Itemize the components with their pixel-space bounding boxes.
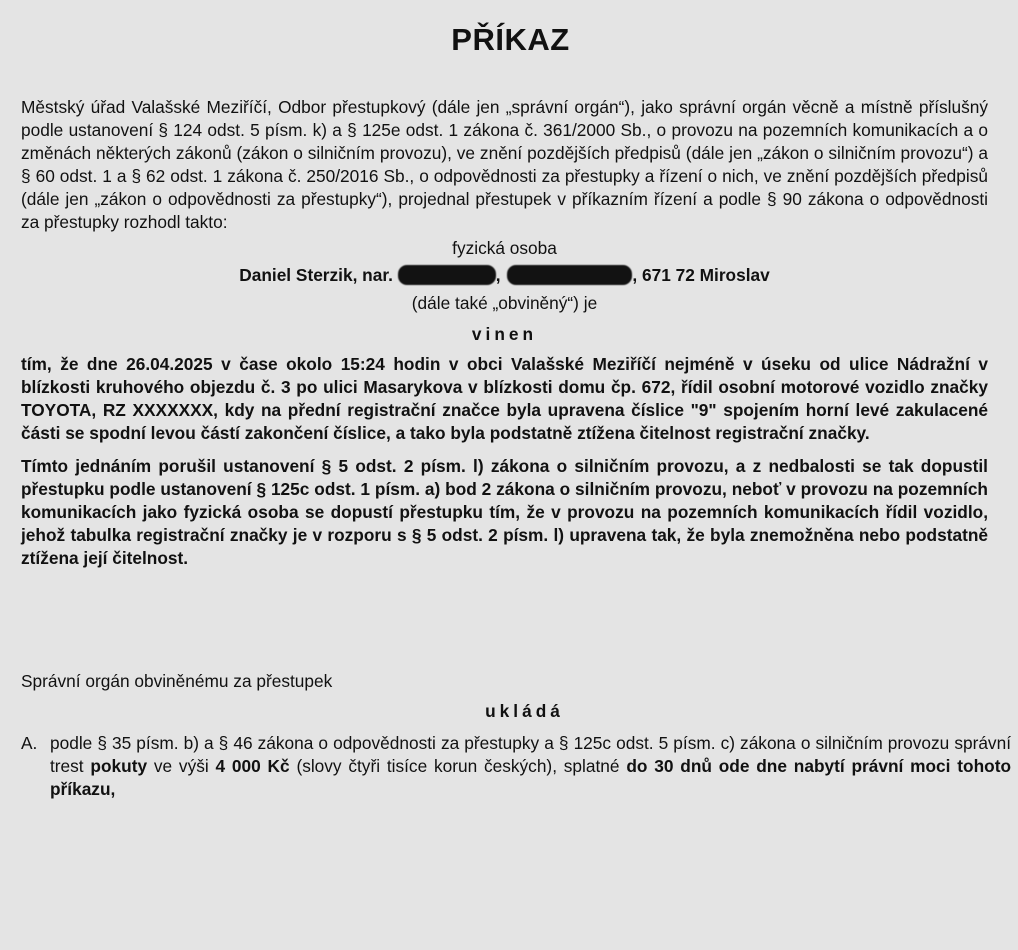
penalty-item-a [21, 732, 1011, 801]
verdict-heading: vinen [471, 324, 538, 344]
authority-line: Správní orgán obviněnému za přestupek [21, 671, 333, 691]
fine-word: pokuty [90, 756, 148, 776]
person-name: Daniel Sterzik, nar. [239, 265, 393, 285]
payment-deadline: do 30 dnů ode dne nabytí právní moci tohoto příkazu, [50, 756, 1012, 799]
facts-paragraph: tím, že dne 26.04.2025 v čase okolo 15:24 hodin v obci Valašské Meziříčí nejméně v úseku od ulice Nádražní v blízkosti kruhového objezdu č. 3 po ulici Masarykova v blízkosti domu čp. 672, řídil osobní motorové vozidlo značky TOYOTA, RZ XXXXXXX, kdy na přední registrační značce byla upravena číslice "9" spojením horní levé zakulacené části se spodní levou částí zakončení číslice, a tako byla podstatně ztížena čitelnost registrační značky. [21, 354, 988, 443]
intro-paragraph: Městský úřad Valašské Meziříčí, Odbor přestupkový (dále jen „správní orgán“), jako správní orgán věcně a místně příslušný podle ustanovení § 124 odst. 5 písm. k) a § 125e odst. 1 zákona č. 361/2000 Sb., o provozu na pozemních komunikacích a o změnách některých zákonů (zákon o silničním provozu), ve znění pozdějších předpisů (dále jen „zákon o silničním provozu“) a § 60 odst. 1 a § 62 odst. 1 zákona č. 250/2016 Sb., o odpovědnosti za přestupky a řízení o nich, ve znění pozdějších předpisů (dále jen „zákon o odpovědnosti za přestupky“), projednal přestupek v příkazním řízení a podle § 90 zákona o odpovědnosti za přestupky rozhodl takto: [21, 97, 988, 232]
person-designation: (dále také „obviněný“) je [411, 293, 598, 313]
item-body [50, 732, 1011, 801]
redaction-birthdate [398, 265, 496, 285]
item-text-1: podle § 35 písm. b) a § 46 zákona o odpovědnosti za přestupky a § 125c odst. 5 písm. c) zákona o silničním provozu správní trest [50, 733, 1011, 776]
imposes-heading: ukládá [485, 701, 564, 721]
person-separator: , [495, 265, 501, 285]
document-title: PŘÍKAZ [451, 22, 570, 57]
item-text-2: ve výši [147, 756, 216, 776]
violation-paragraph: Tímto jednáním porušil ustanovení § 5 odst. 2 písm. l) zákona o silničním provozu, a z nedbalosti se tak dopustil přestupku podle ustanovení § 125c odst. 1 písm. a) bod 2 zákona o silničním provozu, neboť v provozu na pozemních komunikacích jako fyzická osoba se dopustí přestupku tím, že v provozu na pozemních komunikacích řídil vozidlo, jehož tabulka registrační značky je v rozporu s § 5 odst. 2 písm. l) upravena tak, že byla znemožněna nebo podstatně ztížena její čitelnost. [21, 456, 988, 568]
item-marker: A. [21, 733, 38, 753]
person-type: fyzická osoba [452, 238, 557, 258]
person-address: , 671 72 Miroslav [632, 265, 770, 285]
redaction-address [507, 265, 632, 285]
fine-amount: 4 000 Kč [215, 756, 290, 776]
item-text-3: (slovy čtyři tisíce korun českých), splatné [289, 756, 627, 776]
person-line [21, 264, 988, 287]
